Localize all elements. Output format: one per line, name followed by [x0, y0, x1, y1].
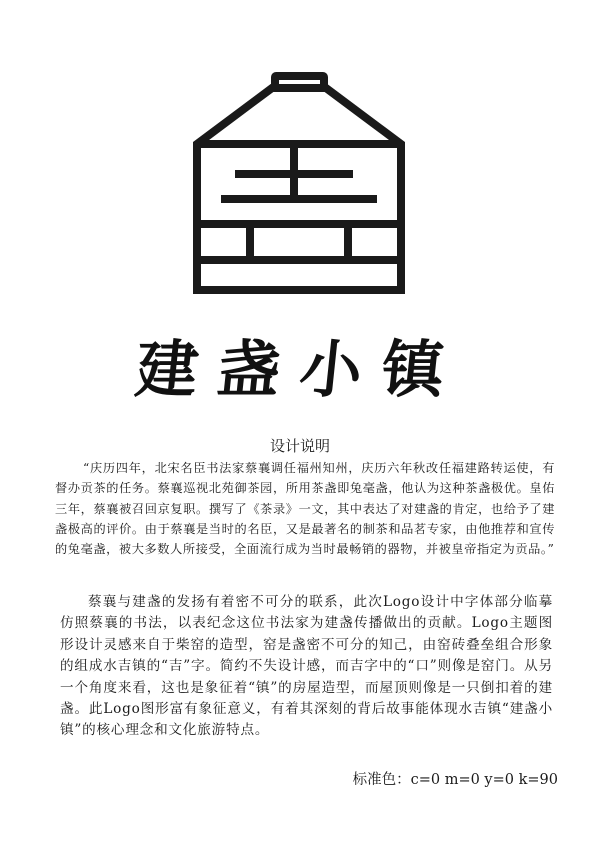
design-description-heading: 设计说明 — [269, 437, 330, 455]
history-quote-paragraph: “庆历四年，北宋名臣书法家蔡襄调任福州知州，庆历六年秋改任福建路转运使，有督办贡茶的任务。蔡襄巡视北苑御茶园，所用茶盏即兔毫盏，他认为这种茶盏极优。皇佑三年，蔡襄被召回京复职。撰写了《茶录》一文，其中表达了对建盏的肯定，也给予了建盏极高的评价。由于蔡襄是当时的名臣，又是最著名的制茶和品茗专家，由他推荐和宣传的兔毫盏，被大多数人所接受，全面流行成为当时最畅销的器物，并被皇帝指定为贡品。” — [55, 461, 555, 557]
design-concept-paragraph: 蔡襄与建盏的发扬有着密不可分的联系，此次Logo设计中字体部分临摹仿照蔡襄的书法，以表纪念这位书法家为建盏传播做出的贡献。Logo主题图形设计灵感来自于柴窑的造型，窑是盏密不可分的知己，由窑砖叠垒组合形象的组成水吉镇的“吉”字。简约不失设计感，而吉字中的“口”则像是窑门。从另一个角度来看，这也是象征着“镇”的房屋造型，而屋顶则像是一只倒扣着的建盏。此Logo图形富有象征意义，有着其深刻的背后故事能体现水吉镇“建盏小镇”的核心理念和文化旅游特点。 — [60, 594, 553, 739]
standard-color-spec: 标准色：c=0 m=0 y=0 k=90 — [352, 772, 558, 788]
kiln-house-logo-icon — [193, 72, 405, 294]
brand-title: 建盏小镇 — [132, 333, 468, 406]
